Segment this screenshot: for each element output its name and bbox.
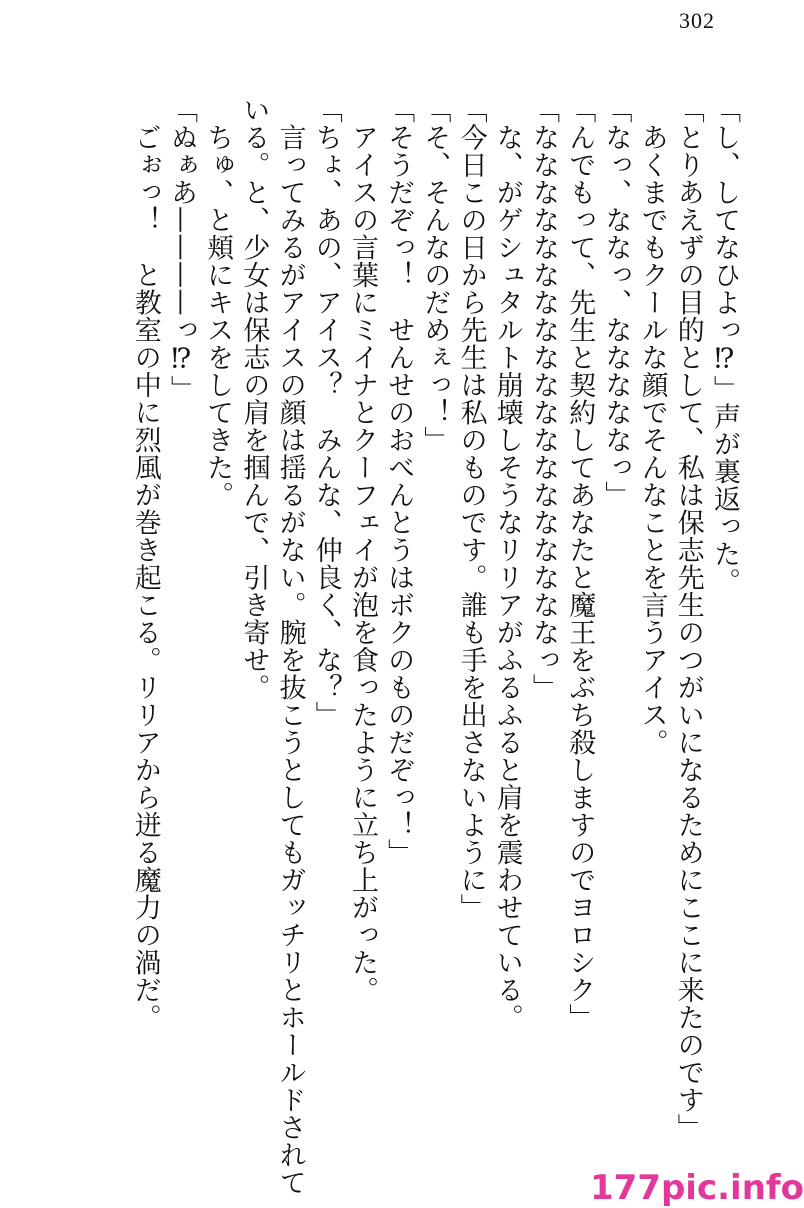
text-line: 「し、してなひよっ⁉」声が裏返った。 xyxy=(709,96,740,595)
text-line: 「ぬぁあ————っ⁉」 xyxy=(165,96,197,403)
text-line: 「今日この日から先生は私のものです。誰も手を出さないように」 xyxy=(455,96,487,921)
text-line: アイスの言葉にミイナとクーフェイが泡を食ったように立ち上がった。 xyxy=(346,96,378,1004)
text-line: ごぉっ！ と教室の中に烈風が巻き起こる。リリアから迸る魔力の渦だ。 xyxy=(129,96,161,1031)
text-line: 「んでもって、先生と契約してあなたと魔王をぶち殺しますのでヨロシク」 xyxy=(564,96,596,1031)
text-line: 言ってみるがアイスの顔は揺るがない。腕を抜こうとしてもガッチリとホールドされて xyxy=(274,96,306,1196)
text-line: 「そうだぞっ！ せんせのおべんとうはボクのものだぞっ！」 xyxy=(383,96,415,866)
text-line: ちゅ、と頬にキスをしてきた。 xyxy=(202,96,234,509)
text-line: いる。と、少女は保志の肩を掴んで、引き寄せ。 xyxy=(238,96,270,701)
watermark-text: 177pic.info xyxy=(590,1168,804,1208)
text-line: 「なっ、ななっ、なななななっ」 xyxy=(600,96,632,509)
text-line: な、がゲシュタルト崩壊しそうなリリアがふるふると肩を震わせている。 xyxy=(491,96,523,1031)
text-line: 「ちょ、あの、アイス？ みんな、仲良く、な？」 xyxy=(310,96,342,729)
page-number: 302 xyxy=(679,8,715,33)
text-line: 「そ、そんなのだめぇっ！」 xyxy=(419,96,451,454)
text-line: 「とりあえずの目的として、私は保志先生のつがいになるためにここに来たのです」 xyxy=(672,96,704,1141)
novel-body-text xyxy=(52,96,742,1196)
text-line: 「なななななななななななななななななななっ」 xyxy=(527,96,559,701)
text-line: あくまでもクールな顔でそんなことを言うアイス。 xyxy=(636,96,668,756)
